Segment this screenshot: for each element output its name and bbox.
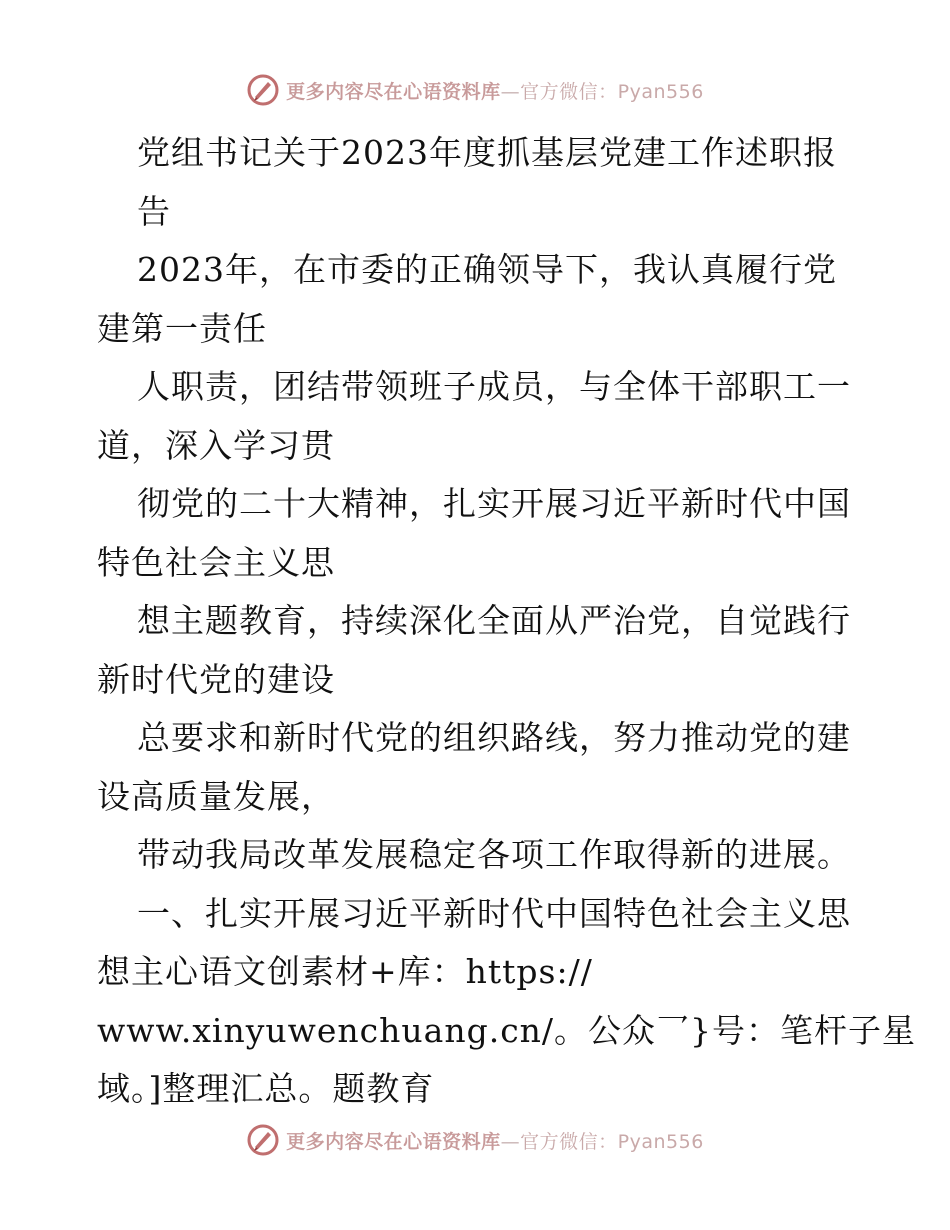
document-title-line-1: 党组书记关于2023年度抓基层党建工作述职报: [137, 133, 837, 172]
paragraph-line: 彻党的二十大精神，扎实开展习近平新时代中国: [137, 484, 851, 523]
document-title-line-2: 告: [137, 191, 171, 231]
feather-logo-icon: [246, 73, 280, 107]
section-heading-line: 一、扎实开展习近平新时代中国特色社会主义思: [137, 893, 851, 933]
paragraph-line: 想主心语文创素材+库：https://: [97, 952, 593, 991]
paragraph-line: 域。]整理汇总。题教育: [97, 1069, 435, 1108]
document-body: [97, 124, 917, 1119]
paragraph-line: 建第一责任: [97, 308, 267, 348]
watermark-text: [286, 1127, 704, 1154]
paragraph-line: 想主题教育，持续深化全面从严治党，自觉践行: [137, 601, 851, 640]
paragraph-line: 新时代党的建设: [97, 659, 335, 699]
paragraph-line: 设高质量发展，: [97, 776, 335, 816]
paragraph-line: 2023年，在市委的正确领导下，我认真履行党: [137, 250, 837, 289]
footer-watermark-banner: [0, 1120, 950, 1160]
paragraph-line: www.xinyuwenchuang.cn/。公众乛}号：笔杆子星: [97, 1010, 917, 1050]
paragraph-line: 总要求和新时代党的组织路线，努力推动党的建: [137, 718, 851, 757]
paragraph-line: 道，深入学习贯: [97, 425, 335, 465]
watermark-separator: —: [500, 1130, 521, 1153]
paragraph-line: 特色社会主义思: [97, 542, 335, 582]
watermark-wechat: 官方微信：Pyan556: [520, 80, 704, 103]
paragraph-line: 人职责，团结带领班子成员，与全体干部职工一: [137, 367, 851, 406]
watermark-separator: —: [500, 80, 521, 103]
watermark-brand: 更多内容尽在心语资料库: [286, 80, 501, 103]
watermark-text: [286, 77, 704, 104]
watermark-brand: 更多内容尽在心语资料库: [286, 1130, 501, 1153]
feather-logo-icon: [246, 1123, 280, 1157]
watermark-wechat: 官方微信：Pyan556: [520, 1130, 704, 1153]
paragraph-line: 带动我局改革发展稳定各项工作取得新的进展。: [137, 835, 851, 874]
header-watermark-banner: [0, 70, 950, 110]
